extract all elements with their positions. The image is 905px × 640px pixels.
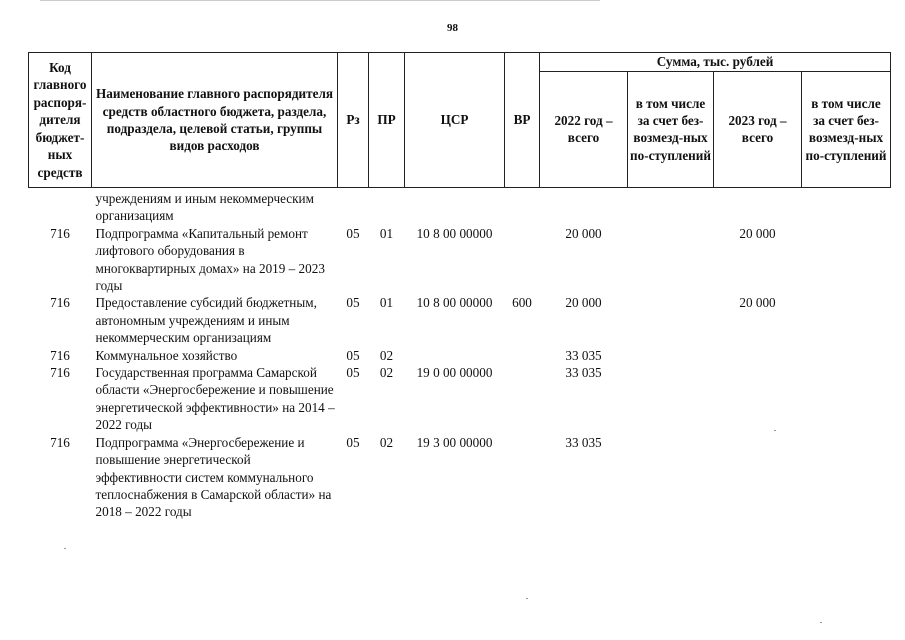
cell-2023-free (802, 188, 891, 225)
cell-name: Подпрограмма «Энергосбережение и повышение энергетической эффективности систем коммунального теплоснабжения в Самарской области» на 2018 – 2022 годы (95, 434, 332, 520)
cell-2023-free (802, 225, 891, 295)
scan-speck (526, 598, 528, 599)
cell-name: Государственная программа Самарской области «Энергосбережение и повышение энергетической эффективности» на 2014 – 2022 годы (95, 365, 335, 433)
cell-2022-free (628, 294, 714, 346)
cell-code: 716 (50, 434, 70, 450)
cell-2022-free (628, 364, 714, 434)
cell-rz: 05 (346, 347, 360, 363)
cell-pr: 02 (379, 347, 394, 363)
header-sum: Сумма, тыс. рублей (540, 53, 891, 72)
table-row (29, 364, 891, 434)
cell-2022-total (540, 188, 628, 225)
cell-2023-free (802, 294, 891, 346)
table-row (29, 188, 891, 225)
scan-speck (64, 548, 66, 549)
header-vr: ВР (505, 53, 540, 188)
header-csr: ЦСР (405, 53, 505, 188)
cell-pr: 01 (379, 225, 394, 241)
header-name: Наименование главного распорядителя средств областного бюджета, раздела, подраздела, целевой статьи, группы видов расходов (92, 53, 338, 188)
cell-name: Коммунальное хозяйство (95, 347, 238, 363)
header-2023-free: в том числе за счет без-возмезд-ных по-ступлений (802, 71, 891, 187)
cell-vr (505, 188, 540, 225)
cell-2022-free (628, 225, 714, 295)
cell-2023-total (714, 364, 802, 434)
cell-rz: 05 (346, 434, 360, 450)
cell-2022-free (628, 347, 714, 364)
cell-pr: 02 (379, 365, 394, 381)
header-2022-total: 2022 год – всего (540, 71, 628, 187)
cell-vr (505, 364, 540, 434)
cell-code: 716 (50, 347, 70, 363)
scan-speck (774, 430, 776, 431)
cell-2023-total: 20 000 (739, 295, 776, 311)
header-2023-total: 2023 год – всего (714, 71, 802, 187)
cell-2022-total: 33 035 (565, 347, 602, 363)
header-rz: Рз (338, 53, 369, 188)
cell-name: Предоставление субсидий бюджетным, автономным учреждениям и иным некоммерческим организациям (95, 295, 317, 346)
cell-csr: 19 3 00 00000 (416, 434, 493, 450)
cell-vr (505, 225, 540, 295)
table-row (29, 294, 891, 346)
header-code: Код главного распоря-дителя бюджет-ных средств (29, 53, 92, 188)
header-pr: ПР (369, 53, 405, 188)
cell-vr: 600 (512, 295, 532, 311)
page-number: 98 (447, 22, 458, 34)
cell-2023-free (802, 347, 891, 364)
cell-2022-total: 33 035 (565, 434, 602, 450)
cell-name: учреждениям и иным некоммерческим организациям (95, 191, 314, 224)
cell-rz: 05 (346, 295, 360, 311)
table-body (29, 188, 891, 521)
scan-speck (820, 622, 822, 623)
cell-vr (505, 434, 540, 521)
cell-2023-total: 20 000 (739, 225, 776, 241)
cell-rz (338, 188, 369, 225)
table-row (29, 347, 891, 364)
table-header (29, 53, 891, 188)
cell-2022-free (628, 188, 714, 225)
cell-2023-free (802, 434, 891, 521)
cell-csr: 10 8 00 00000 (416, 295, 493, 311)
cell-2023-total (714, 434, 802, 521)
cell-csr (405, 347, 505, 364)
cell-2023-total (714, 188, 802, 225)
table-row (29, 434, 891, 521)
cell-csr: 19 0 00 00000 (416, 365, 493, 381)
header-2022-free: в том числе за счет без-возмезд-ных по-ступлений (628, 71, 714, 187)
cell-2023-free (802, 364, 891, 434)
cell-2022-total: 33 035 (565, 365, 602, 381)
cell-rz: 05 (346, 225, 360, 241)
cell-rz: 05 (346, 365, 360, 381)
cell-vr (505, 347, 540, 364)
budget-table (28, 52, 891, 521)
cell-code: 716 (50, 295, 70, 311)
cell-2022-total: 20 000 (565, 295, 602, 311)
cell-code: 716 (50, 365, 70, 381)
cell-csr: 10 8 00 00000 (416, 225, 493, 241)
cell-pr: 02 (379, 434, 394, 450)
cell-pr: 01 (379, 295, 394, 311)
cell-code (29, 188, 92, 225)
cell-2023-total (714, 347, 802, 364)
cell-name: Подпрограмма «Капитальный ремонт лифтового оборудования в многоквартирных домах» на 2019 – 2023 годы (95, 225, 325, 294)
scan-edge-line (40, 0, 600, 1)
cell-code: 716 (50, 225, 70, 241)
cell-pr (369, 188, 405, 225)
cell-2022-total: 20 000 (565, 225, 602, 241)
cell-2022-free (628, 434, 714, 521)
table-row (29, 225, 891, 295)
cell-csr (405, 188, 505, 225)
